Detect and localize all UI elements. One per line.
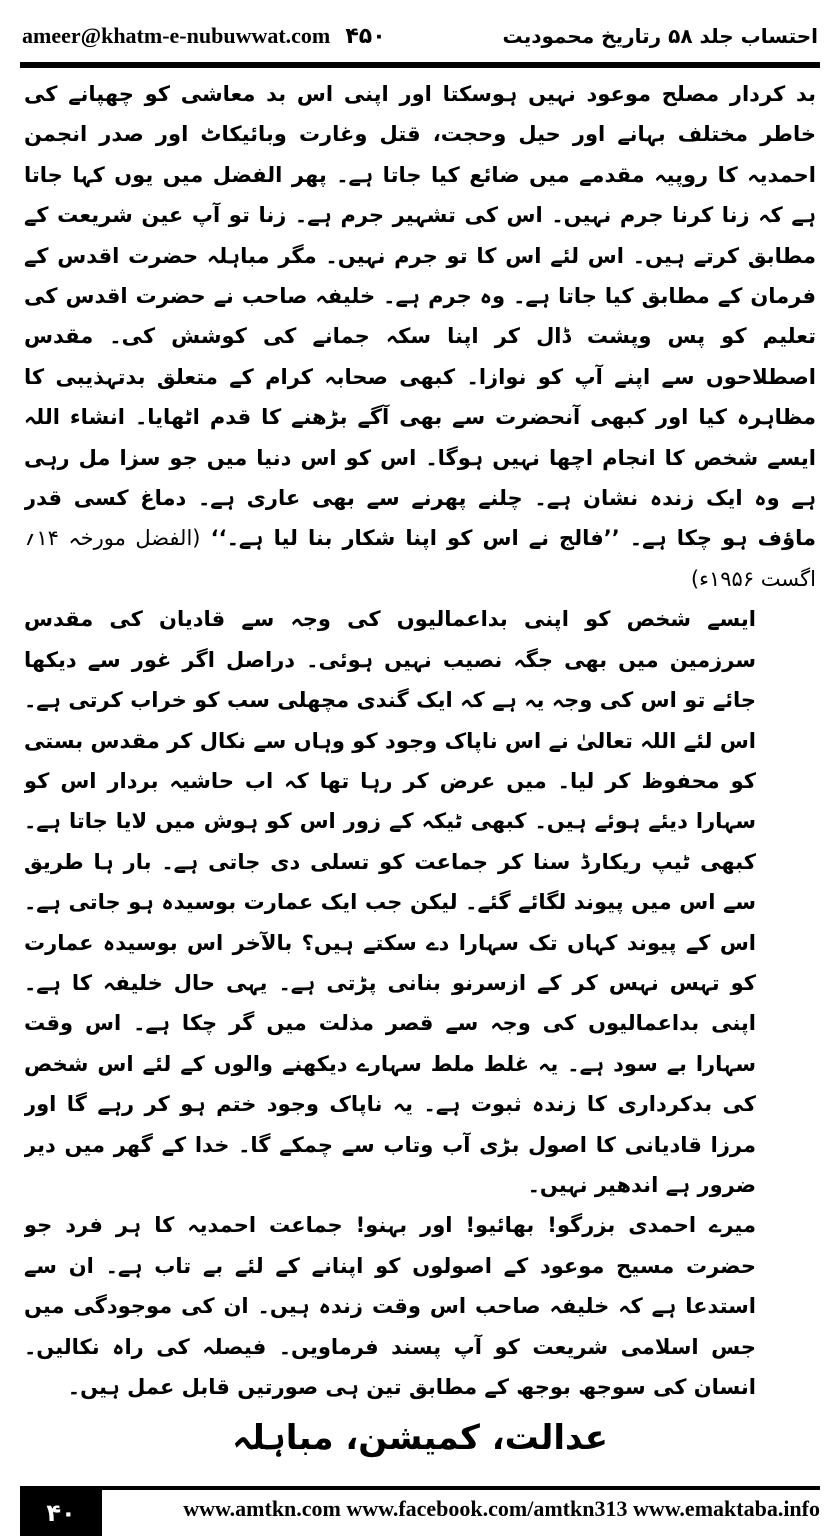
- paragraph-1: [24, 74, 816, 599]
- folio-number: ۴۰: [20, 1490, 102, 1536]
- paragraph-2: ایسے شخص کو اپنی بداعمالیوں کی وجہ سے قادیان کی مقدس سرزمین میں بھی جگہ نصیب نہیں ہوئی۔ دراصل اگر غور سے دیکھا جائے تو اس کی وجہ یہ ہے کہ ایک گندی مچھلی سب کو خراب کرتی ہے۔ اس لئے اللہ تعالیٰ نے اس ناپاک وجود کو وہاں سے نکال کر مقدس بستی کو محفوظ کر لیا۔ میں عرض کر رہا تھا کہ اب حاشیہ بردار اس کو سہارا دیئے ہوئے ہیں۔ کبھی ٹیکہ کے زور اس کو ہوش میں لایا جاتا ہے۔ کبھی ٹیپ ریکارڈ سنا کر جماعت کو تسلی دی جاتی ہے۔ بار ہا طریق سے اس میں پیوند لگائے گئے۔ لیکن جب ایک عمارت بوسیدہ ہو جاتی ہے۔ اس کے پیوند کہاں تک سہارا دے سکتے ہیں؟ بالآخر اس بوسیدہ عمارت کو تہس نہس کر کے ازسرنو بنانی پڑتی ہے۔ یہی حال خلیفہ کا ہے۔ اپنی بداعمالیوں کی وجہ سے قصر مذلت میں گر چکا ہے۔ اس وقت سہارا بے سود ہے۔ یہ غلط ملط سہارے دیکھنے والوں کے لئے اس شخص کی بدکرداری کا زندہ ثبوت ہے۔ یہ ناپاک وجود ختم ہو کر رہے گا اور مرزا قادیانی کا اصول بڑی آب وتاب سے چمکے گا۔ خدا کے گھر میں دیر ضرور ہے اندھیر نہیں۔: [24, 607, 756, 1197]
- paragraph-1-text: بد کردار مصلح موعود نہیں ہوسکتا اور اپنی اس بد معاشی کو چھپانے کی خاطر مختلف بہانے اور حیل وحجت، قتل وغارت وبائیکاٹ اور صدر انجمن احمدیہ کا روپیہ مقدمے میں ضائع کیا جاتا ہے۔ پھر الفضل میں یوں کہا جاتا ہے کہ زنا کرنا جرم نہیں۔ اس کی تشہیر جرم ہے۔ زنا تو آپ عین شریعت کے مطابق کرتے ہیں۔ اس لئے اس کا تو جرم نہیں۔ مگر مباہلہ حضرت اقدس کے فرمان کے مطابق کیا جاتا ہے۔ وہ جرم ہے۔ خلیفہ صاحب نے حضرت اقدس کی تعلیم کو پس وپشت ڈال کر اپنا سکہ جمانے کی کوشش کی۔ مقدس اصطلاحوں سے اپنے آپ کو نوازا۔ کبھی صحابہ کرام کے متعلق بدتہذیبی کا مظاہرہ کیا اور کبھی آنحضرت سے بھی آگے بڑھنے کا قدم اٹھایا۔ انشاء اللہ ایسے شخص کا انجام اچھا نہیں ہوگا۔ اس کو اس دنیا میں جو سزا مل رہی ہے وہ ایک زندہ نشان ہے۔ چلنے پھرنے سے بھی عاری ہے۔ دماغ کسی قدر ماؤف ہو چکا ہے۔ ’’فالج نے اس کو اپنا شکار بنا لیا ہے۔‘‘: [24, 82, 816, 551]
- page-number: ۴۵۰: [345, 24, 386, 49]
- section-heading-2: [24, 1469, 816, 1476]
- footer-rule: [20, 1486, 820, 1490]
- header-rule: [20, 62, 820, 68]
- page-header: [22, 18, 818, 54]
- footer-urls: www.amtkn.com www.facebook.com/amtkn313 www.emaktaba.info: [183, 1496, 820, 1521]
- section-heading-1: عدالت، کمیشن، مباہلہ: [232, 1418, 608, 1459]
- email-address: ameer@khatm-e-nubuwwat.com: [22, 23, 331, 48]
- article-body: [24, 74, 816, 1476]
- book-title: احتساب جلد ۵۸ رتاریخ محمودیت: [502, 24, 818, 48]
- citation-reference: (الفضل مورخہ ۱۴؍ اگست ۱۹۵۶ء): [24, 526, 816, 591]
- page-footer: [20, 1486, 820, 1540]
- paragraph-3: میرے احمدی بزرگو! بھائیو! اور بہنو! جماعت احمدیہ کا ہر فرد جو حضرت مسیح موعود کے اصولوں کو اپنانے کے لئے بے تاب ہے۔ ان سے استدعا ہے کہ خلیفہ صاحب اس وقت زندہ ہیں۔ ان کی موجودگی میں جس اسلامی شریعت کو آپ پسند فرماویں۔ فیصلہ کی راہ نکالیں۔ انسان کی سوجھ بوجھ کے مطابق تین ہی صورتیں قابل عمل ہیں۔: [24, 1213, 756, 1399]
- header-left: [22, 23, 386, 49]
